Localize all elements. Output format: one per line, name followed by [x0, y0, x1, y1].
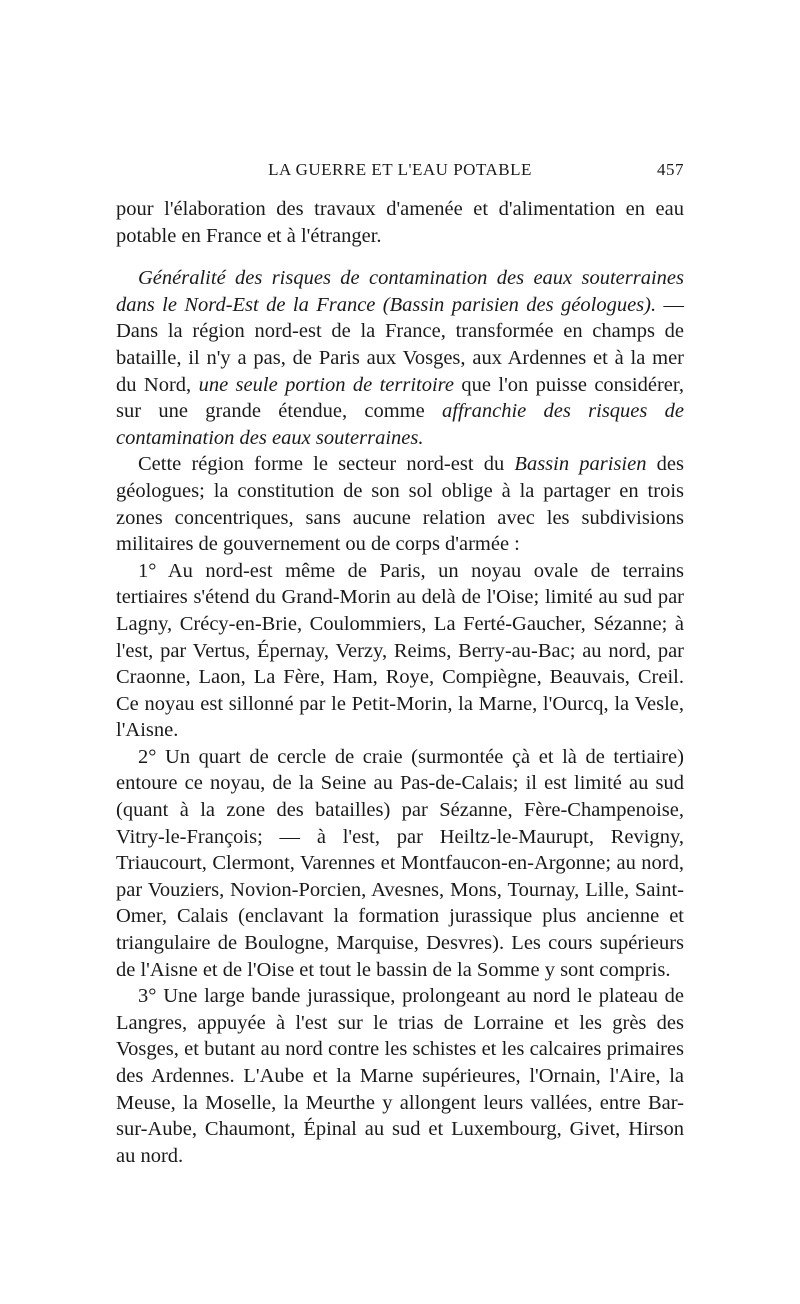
paragraph-zone-2: 2° Un quart de cercle de craie (surmontée çà et là de tertiaire) entoure ce noyau, de la Seine au Pas-de-Calais; il est limité au sud (quant à la zone des batailles) par Sézanne, Fère-Champenoise, Vitry-le-François; — à l'est, par Heiltz-le-Maurupt, Revigny, Triaucourt, Clermont, Varennes et Montfaucon-en-Argonne; au nord, par Vouziers, Novion-Porcien, Avesnes, Mons, Tournay, Lille, Saint-Omer, Calais (enclavant la formation jurassique plus ancienne et triangulaire de Boulogne, Marquise, Desvres). Les cours supérieurs de l'Aisne et de l'Oise et tout le bassin de la Somme y sont compris. [116, 745, 684, 981]
page-number: 457 [657, 160, 684, 179]
paragraph-section-heading [116, 265, 684, 451]
section-text-a: — Dans la région nord-est de la France, transformée en champs de bataille, il n'y a pas, de Paris aux Vosges, aux Ardennes et à la mer du Nord, [116, 293, 684, 396]
running-header [116, 160, 684, 188]
paragraph-zone-1: 1° Au nord-est même de Paris, un noyau ovale de terrains tertiaires s'étend du Grand-Morin au delà de l'Oise; limité au sud par Lagny, Crécy-en-Brie, Coulommiers, La Ferté-Gaucher, Sézanne; à l'est, par Vertus, Épernay, Verzy, Reims, Berry-au-Bac; au nord, par Craonne, Laon, La Fère, Ham, Roye, Compiègne, Beauvais, Creil. Ce noyau est sillonné par le Petit-Morin, la Marne, l'Ourcq, la Vesle, l'Aisne. [116, 559, 684, 742]
paragraph-zone-3: 3° Une large bande jurassique, prolongeant au nord le plateau de Langres, appuyée à l'est sur le trias de Lorraine et les grès des Vosges, et butant au nord contre les schistes et les calcaires primaires des Ardennes. L'Aube et la Marne supérieures, l'Ornain, l'Aire, la Meuse, la Moselle, la Meurthe y allongent leurs vallées, entre Bar-sur-Aube, Chaumont, Épinal au sud et Luxembourg, Givet, Hirson au nord. [116, 985, 684, 1167]
region-text-b: Bassin parisien [514, 453, 647, 476]
running-title: LA GUERRE ET L'EAU POTABLE [268, 160, 532, 179]
paragraph-continuation: pour l'élaboration des travaux d'amenée et d'alimentation en eau potable en France et à l'étranger. [116, 198, 684, 247]
section-text-c: que l'on puisse considérer, sur une grande étendue, comme [116, 373, 685, 423]
section-text-b: une seule portion de territoire [198, 373, 454, 396]
paragraph-region [116, 451, 684, 557]
region-text-a: Cette région forme le secteur nord-est du [138, 453, 515, 476]
region-text-c: des géologues; la constitution de son sol oblige à la partager en trois zones concentriques, sans aucune relation avec les subdivisions militaires de gouvernement ou de corps d'armée : [116, 453, 684, 556]
section-heading: Généralité des risques de contamination des eaux souterraines dans le Nord-Est de la France (Bassin parisien des géologues). [116, 267, 684, 316]
book-page [116, 160, 684, 1169]
section-text-d: affranchie des risques de contamination des eaux souterraines. [116, 400, 685, 449]
